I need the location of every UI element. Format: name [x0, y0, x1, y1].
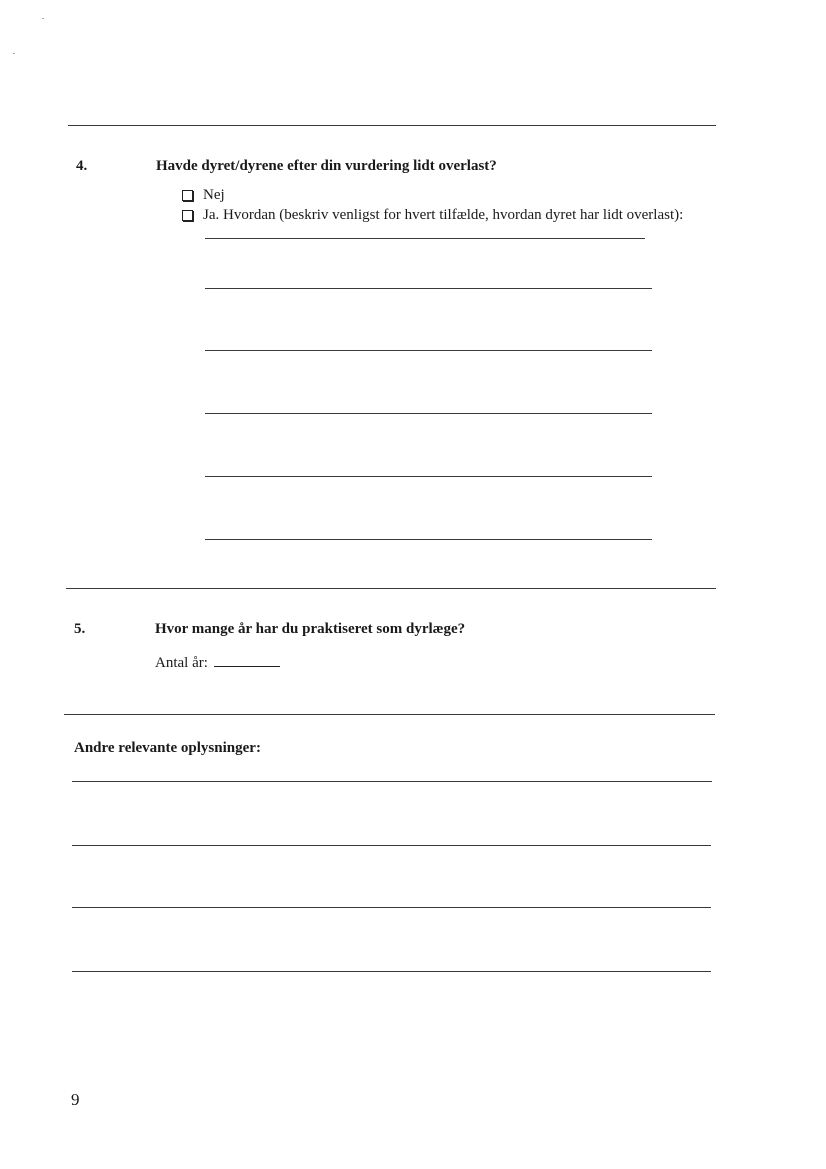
- section-divider: [64, 714, 715, 715]
- answer-line[interactable]: [205, 238, 645, 239]
- answer-line[interactable]: [205, 350, 652, 351]
- other-info-line[interactable]: [72, 907, 711, 908]
- years-field: [155, 652, 280, 672]
- section-divider-top: [68, 125, 716, 126]
- years-input-line[interactable]: [214, 652, 280, 667]
- question-4-text: Havde dyret/dyrene efter din vurdering lidt overlast?: [156, 158, 497, 174]
- scan-speck: [13, 53, 15, 54]
- question-5-text: Hvor mange år har du praktiseret som dyrlæge?: [155, 621, 466, 637]
- answer-line[interactable]: [205, 413, 652, 414]
- option-ja-label: Ja. Hvordan (beskriv venligst for hvert tilfælde, hvordan dyret har lidt overlast):: [203, 207, 684, 223]
- answer-line[interactable]: [205, 476, 652, 477]
- answer-line[interactable]: [205, 539, 652, 540]
- years-field-label: Antal år:: [155, 655, 208, 671]
- checkbox-nej[interactable]: [182, 190, 193, 201]
- other-info-line[interactable]: [72, 971, 711, 972]
- question-5-number: 5.: [74, 621, 86, 637]
- scan-speck: [42, 18, 44, 19]
- option-nej[interactable]: [182, 187, 225, 204]
- checkbox-ja[interactable]: [182, 210, 193, 221]
- question-4-number: 4.: [76, 158, 88, 174]
- option-ja[interactable]: [182, 207, 683, 224]
- section-divider: [66, 588, 716, 589]
- answer-line[interactable]: [205, 288, 652, 289]
- other-info-heading: Andre relevante oplysninger:: [74, 740, 261, 756]
- option-nej-label: Nej: [203, 187, 225, 203]
- other-info-line[interactable]: [72, 845, 711, 846]
- other-info-line[interactable]: [72, 781, 712, 782]
- page-number: 9: [71, 1090, 80, 1109]
